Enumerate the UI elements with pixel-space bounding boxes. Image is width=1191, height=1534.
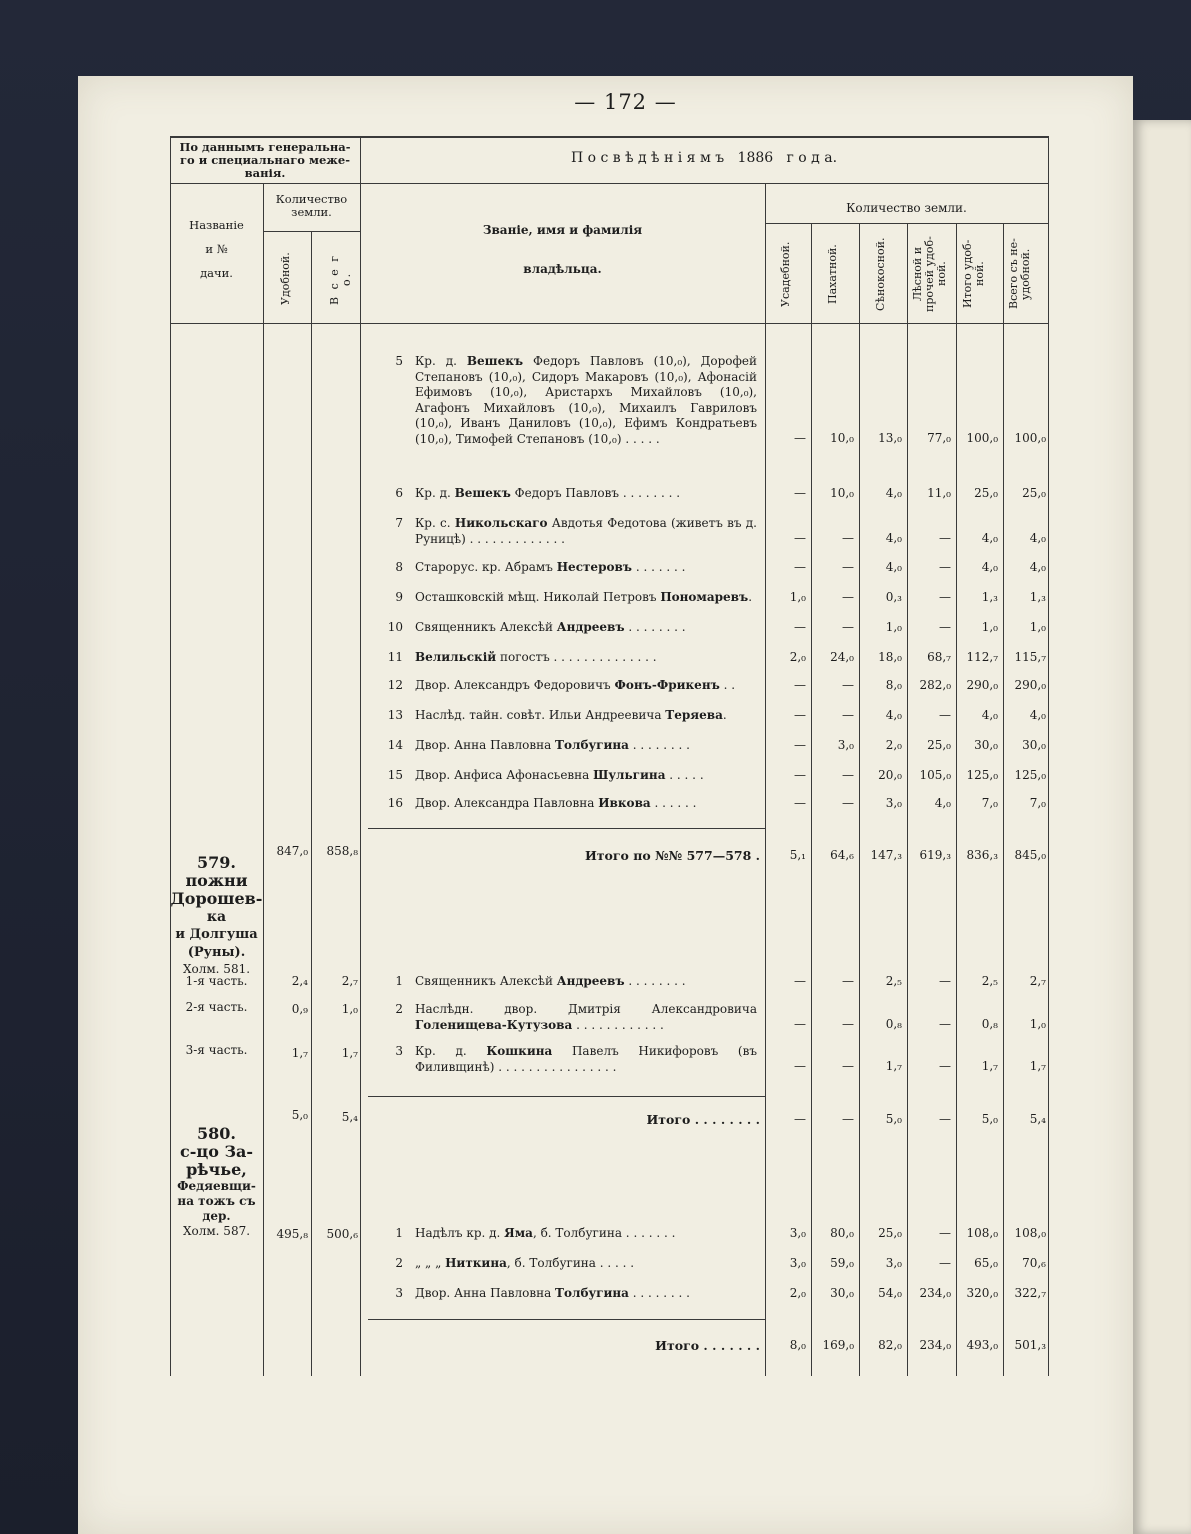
dacha-579-part-3-udob: 1,₇ bbox=[291, 1046, 308, 1060]
sec579-row-2-val-4: — bbox=[939, 1017, 951, 1031]
col-divider-udob bbox=[311, 231, 312, 1376]
sec579-row-2-val-5: 0,₈ bbox=[981, 1017, 998, 1031]
sec577-row-9-val-6: 1,₃ bbox=[1029, 590, 1046, 604]
dacha-579-part-1-udob: 2,₄ bbox=[291, 974, 308, 988]
sec577-row-12-val-6: 290,₀ bbox=[1014, 678, 1046, 692]
total1-udob: 847,₀ bbox=[276, 844, 308, 858]
sec580-row-1-val-1: 3,₀ bbox=[789, 1226, 806, 1240]
header-col-udob: Удобной. bbox=[279, 252, 292, 306]
sec580-row-2-val-1: 3,₀ bbox=[789, 1256, 806, 1270]
sec577-row-9-val-2: — bbox=[842, 590, 854, 604]
header-group-right: П о с в ѣ д ѣ н і я м ъ 1886 г о д а. bbox=[570, 150, 838, 166]
header-rule-right bbox=[360, 183, 1048, 184]
sec577-row-12-val-1: — bbox=[794, 678, 806, 692]
sec577-row-13-val-2: — bbox=[842, 708, 854, 722]
sec579-row-1-val-1: — bbox=[794, 974, 806, 988]
sec579-row-3-val-6: 1,₇ bbox=[1029, 1059, 1046, 1073]
sec577-row-number: 13 bbox=[387, 708, 403, 722]
header-col-usad: Усадебной. bbox=[779, 241, 792, 307]
sec577-row-8-val-1: — bbox=[794, 560, 806, 574]
total3-val-6: 501,₃ bbox=[1014, 1338, 1046, 1352]
sec577-owner-name: Осташковскій мѣщ. Николай Петровъ Пономаревъ. bbox=[415, 590, 753, 604]
sec579-row-1-val-3: 2,₅ bbox=[885, 974, 902, 988]
sec577-row-8-val-4: — bbox=[939, 560, 951, 574]
sec579-row-3-val-2: — bbox=[842, 1059, 854, 1073]
total1-val-3: 147,₃ bbox=[870, 848, 902, 862]
sec577-row-number: 7 bbox=[395, 516, 403, 530]
total3-val-3: 82,₀ bbox=[878, 1338, 902, 1352]
total2-val-6: 5,₄ bbox=[1029, 1112, 1046, 1126]
sec577-row-5-val-2: 10,₀ bbox=[830, 431, 854, 445]
sec579-row-number: 1 bbox=[395, 974, 403, 988]
sec577-row-12-val-3: 8,₀ bbox=[885, 678, 902, 692]
sec577-row-15-val-5: 125,₀ bbox=[966, 768, 998, 782]
sec577-row-13-val-6: 4,₀ bbox=[1029, 708, 1046, 722]
sec579-row-number: 2 bbox=[395, 1002, 403, 1016]
col-divider-name bbox=[263, 183, 264, 1376]
dacha-579-part-2-vsego: 1,₀ bbox=[341, 1002, 358, 1016]
sec579-row-2-val-2: — bbox=[842, 1017, 854, 1031]
total2-val-5: 5,₀ bbox=[981, 1112, 998, 1126]
sec580-row-3-val-5: 320,₀ bbox=[966, 1286, 998, 1300]
total2-rule bbox=[368, 1096, 765, 1097]
sec579-row-2-val-6: 1,₀ bbox=[1029, 1017, 1046, 1031]
sec579-row-3-val-3: 1,₇ bbox=[885, 1059, 902, 1073]
sec580-row-2-val-6: 70,₆ bbox=[1022, 1256, 1046, 1270]
sec577-row-7-val-4: — bbox=[939, 531, 951, 545]
sec577-owner-name: Двор. Александръ Федоровичъ Фонъ-Фрикенъ . . bbox=[415, 678, 736, 692]
sec577-row-15-val-2: — bbox=[842, 768, 854, 782]
sec577-row-7-val-1: — bbox=[794, 531, 806, 545]
sec580-row-1-val-2: 80,₀ bbox=[830, 1226, 854, 1240]
total2-udob: 5,₀ bbox=[291, 1108, 308, 1122]
total3-val-4: 234,₀ bbox=[919, 1338, 951, 1352]
sec577-row-number: 15 bbox=[387, 768, 403, 782]
dacha-579-holm: Холм. 581. bbox=[182, 962, 251, 976]
sec577-row-15-val-4: 105,₀ bbox=[919, 768, 951, 782]
sec580-owner-name: Двор. Анна Павловна Толбугина . . . . . . . . bbox=[415, 1286, 690, 1300]
total2-val-3: 5,₀ bbox=[885, 1112, 902, 1126]
sec577-row-13-val-3: 4,₀ bbox=[885, 708, 902, 722]
sec577-row-15-val-1: — bbox=[794, 768, 806, 782]
sec577-owner-name: Кр. д. Вешекъ Федоръ Павловъ . . . . . . . . bbox=[415, 486, 681, 500]
sec577-row-6-val-5: 25,₀ bbox=[974, 486, 998, 500]
sec577-row-9-val-1: 1,₀ bbox=[789, 590, 806, 604]
sec577-row-11-val-1: 2,₀ bbox=[789, 650, 806, 664]
dacha-579-line-1: пожни bbox=[185, 871, 248, 890]
sec577-row-13-val-4: — bbox=[939, 708, 951, 722]
sec580-row-2-val-5: 65,₀ bbox=[974, 1256, 998, 1270]
sec577-row-10-val-1: — bbox=[794, 620, 806, 634]
sec577-owner-name: Велильскій погостъ . . . . . . . . . . . . . . bbox=[415, 650, 657, 664]
header-col-les: Лѣсной и прочей удоб-ной. bbox=[911, 236, 948, 312]
sec577-row-14-val-1: — bbox=[794, 738, 806, 752]
sec577-row-14-val-2: 3,₀ bbox=[837, 738, 854, 752]
sec577-row-7-val-5: 4,₀ bbox=[981, 531, 998, 545]
sec579-owner-name: Кр. д. Кошкина Павелъ Никифоровъ (въ Филивщинѣ) . . . . . . . . . . . . . . . . bbox=[415, 1044, 757, 1074]
sec577-row-11-val-5: 112,₇ bbox=[966, 650, 998, 664]
sec577-row-6-val-3: 4,₀ bbox=[885, 486, 902, 500]
sec577-row-number: 6 bbox=[395, 486, 403, 500]
header-bottom-rule bbox=[170, 323, 1048, 324]
adjacent-page-edge bbox=[1133, 120, 1191, 1534]
sec580-row-3-val-4: 234,₀ bbox=[919, 1286, 951, 1300]
sec579-row-1-val-6: 2,₇ bbox=[1029, 974, 1046, 988]
total1-val-4: 619,₃ bbox=[919, 848, 951, 862]
sec577-owner-name: Двор. Анфиса Афонасьевна Шульгина . . . . . bbox=[415, 768, 704, 782]
sec577-row-5-val-3: 13,₀ bbox=[878, 431, 902, 445]
sec577-row-16-val-1: — bbox=[794, 796, 806, 810]
dacha-579-line-2: Дорошев- bbox=[170, 889, 263, 908]
sec577-row-number: 14 bbox=[387, 738, 403, 752]
sec577-row-number: 5 bbox=[395, 354, 403, 368]
header-group-left: По даннымъ генеральна- го и специальнаго меже- ванія. bbox=[179, 140, 351, 180]
dacha-580-line-5: дер. bbox=[202, 1209, 231, 1223]
sec577-row-10-val-3: 1,₀ bbox=[885, 620, 902, 634]
table-right-border bbox=[1048, 136, 1049, 1376]
total1-label: Итого по №№ 577—578 . bbox=[585, 848, 760, 863]
total3-val-2: 169,₀ bbox=[822, 1338, 854, 1352]
header-col-owner: Званіе, имя и фамилія владѣльца. bbox=[482, 223, 643, 276]
dacha-579-line-5: (Руны). bbox=[187, 945, 246, 960]
dacha-579-part-1-vsego: 2,₇ bbox=[341, 974, 358, 988]
sec580-row-3-val-3: 54,₀ bbox=[878, 1286, 902, 1300]
sec577-row-14-val-3: 2,₀ bbox=[885, 738, 902, 752]
dacha-579-title bbox=[170, 854, 263, 977]
sec577-row-15-val-3: 20,₀ bbox=[878, 768, 902, 782]
dacha-580-holm: Холм. 587. bbox=[182, 1224, 251, 1238]
sec577-row-12-val-5: 290,₀ bbox=[966, 678, 998, 692]
sec577-row-number: 16 bbox=[387, 796, 403, 810]
sec577-row-15-val-6: 125,₀ bbox=[1014, 768, 1046, 782]
sec577-row-9-val-5: 1,₃ bbox=[981, 590, 998, 604]
sec577-row-8-val-6: 4,₀ bbox=[1029, 560, 1046, 574]
sec577-row-number: 10 bbox=[387, 620, 403, 634]
total1-rule bbox=[368, 828, 765, 829]
dacha-579-line-3: ка bbox=[206, 909, 227, 925]
header-rule-left bbox=[170, 183, 360, 184]
header-col-seno: Сѣнокосной. bbox=[874, 237, 887, 311]
sec579-row-2-val-1: — bbox=[794, 1017, 806, 1031]
sec580-row-3-val-1: 2,₀ bbox=[789, 1286, 806, 1300]
sec579-row-3-val-4: — bbox=[939, 1059, 951, 1073]
dacha-580-title bbox=[170, 1125, 263, 1239]
sec577-row-number: 9 bbox=[395, 590, 403, 604]
total3-val-1: 8,₀ bbox=[789, 1338, 806, 1352]
total1-val-5: 836,₃ bbox=[966, 848, 998, 862]
sec579-row-2-val-3: 0,₈ bbox=[885, 1017, 902, 1031]
sec577-row-8-val-5: 4,₀ bbox=[981, 560, 998, 574]
sec579-row-3-val-1: — bbox=[794, 1059, 806, 1073]
total3-label: Итого . . . . . . . bbox=[655, 1338, 760, 1353]
sec577-row-8-val-3: 4,₀ bbox=[885, 560, 902, 574]
sec577-owner-name: Двор. Анна Павловна Толбугина . . . . . . . . bbox=[415, 738, 690, 752]
header-col-pakh: Пахатной. bbox=[826, 244, 839, 304]
dacha-580-udob: 495,₈ bbox=[276, 1227, 308, 1241]
sec577-row-11-val-3: 18,₀ bbox=[878, 650, 902, 664]
total3-rule bbox=[368, 1319, 765, 1320]
document-page bbox=[78, 76, 1133, 1534]
sec577-row-10-val-5: 1,₀ bbox=[981, 620, 998, 634]
sec577-row-number: 8 bbox=[395, 560, 403, 574]
sec580-row-1-val-6: 108,₀ bbox=[1014, 1226, 1046, 1240]
sec579-row-1-val-2: — bbox=[842, 974, 854, 988]
sec579-row-1-val-5: 2,₅ bbox=[981, 974, 998, 988]
sec577-row-6-val-1: — bbox=[794, 486, 806, 500]
total2-label: Итого . . . . . . . . bbox=[646, 1112, 760, 1127]
page-number: — 172 — bbox=[574, 90, 677, 114]
total2-val-2: — bbox=[842, 1112, 854, 1126]
dacha-579-line-4: и Долгуша bbox=[175, 927, 258, 942]
sec577-owner-name: Кр. с. Никольскаго Авдотья Федотова (живетъ въ д. Руницѣ) . . . . . . . . . . . . . bbox=[415, 516, 758, 546]
sec577-row-16-val-2: — bbox=[842, 796, 854, 810]
sec577-row-13-val-5: 4,₀ bbox=[981, 708, 998, 722]
sec577-row-7-val-6: 4,₀ bbox=[1029, 531, 1046, 545]
sec580-row-number: 3 bbox=[395, 1286, 403, 1300]
sec577-row-5-val-1: — bbox=[794, 431, 806, 445]
sec577-row-5-val-4: 77,₀ bbox=[927, 431, 951, 445]
sec577-row-13-val-1: — bbox=[794, 708, 806, 722]
col-divider-vsego bbox=[360, 136, 361, 1376]
sec577-row-16-val-6: 7,₀ bbox=[1029, 796, 1046, 810]
sec580-row-2-val-4: — bbox=[939, 1256, 951, 1270]
sec577-row-5-val-5: 100,₀ bbox=[966, 431, 998, 445]
total1-vsego: 858,₈ bbox=[326, 844, 358, 858]
sec577-row-7-val-2: — bbox=[842, 531, 854, 545]
sec580-row-1-val-3: 25,₀ bbox=[878, 1226, 902, 1240]
dacha-580-vsego: 500,₆ bbox=[326, 1227, 358, 1241]
dacha-580-line-2: рѣчье, bbox=[186, 1160, 247, 1179]
sec577-row-7-val-3: 4,₀ bbox=[885, 531, 902, 545]
sec577-row-11-val-4: 68,₇ bbox=[927, 650, 951, 664]
sec577-owner-name: Двор. Александра Павловна Ивкова . . . . . . bbox=[415, 796, 697, 810]
dacha-579-part-3-vsego: 1,₇ bbox=[341, 1046, 358, 1060]
sec579-row-number: 3 bbox=[395, 1044, 403, 1058]
sec577-row-12-val-4: 282,₀ bbox=[919, 678, 951, 692]
dacha-579-part-3: 3-я часть. bbox=[185, 1043, 248, 1057]
sec577-row-14-val-6: 30,₀ bbox=[1022, 738, 1046, 752]
sec580-row-number: 1 bbox=[395, 1226, 403, 1240]
sec579-row-3-val-5: 1,₇ bbox=[981, 1059, 998, 1073]
sec577-row-14-val-5: 30,₀ bbox=[974, 738, 998, 752]
sec577-row-6-val-4: 11,₀ bbox=[927, 486, 951, 500]
total2-val-4: — bbox=[939, 1112, 951, 1126]
sec577-row-11-val-2: 24,₀ bbox=[830, 650, 854, 664]
total1-val-1: 5,₁ bbox=[789, 848, 806, 862]
total1-val-2: 64,₆ bbox=[830, 848, 854, 862]
sec580-row-number: 2 bbox=[395, 1256, 403, 1270]
sec580-row-2-val-3: 3,₀ bbox=[885, 1256, 902, 1270]
sec577-row-8-val-2: — bbox=[842, 560, 854, 574]
dacha-579-number: 579. bbox=[197, 853, 236, 872]
dacha-580-line-3: Федяевщи- bbox=[177, 1179, 256, 1193]
sec577-row-16-val-5: 7,₀ bbox=[981, 796, 998, 810]
sec577-owner-name: Наслѣд. тайн. совѣт. Ильи Андреевича Теряева. bbox=[415, 708, 727, 722]
sec577-row-14-val-4: 25,₀ bbox=[927, 738, 951, 752]
sec577-row-12-val-2: — bbox=[842, 678, 854, 692]
total2-vsego: 5,₄ bbox=[341, 1110, 358, 1124]
sec580-owner-name: „ „ „ Ниткина, б. Толбугина . . . . . bbox=[415, 1256, 635, 1270]
total2-val-1: — bbox=[794, 1112, 806, 1126]
sec577-row-number: 11 bbox=[387, 650, 403, 664]
sec577-row-16-val-4: 4,₀ bbox=[934, 796, 951, 810]
sec579-row-1-val-4: — bbox=[939, 974, 951, 988]
sec577-row-9-val-4: — bbox=[939, 590, 951, 604]
dacha-580-number: 580. bbox=[197, 1124, 236, 1143]
sec577-owner-name: Священникъ Алексѣй Андреевъ . . . . . . . . bbox=[415, 620, 686, 634]
dacha-579-part-2-udob: 0,₉ bbox=[291, 1002, 308, 1016]
dacha-579-part-2: 2-я часть. bbox=[185, 1000, 248, 1014]
sec580-row-2-val-2: 59,₀ bbox=[830, 1256, 854, 1270]
total1-val-6: 845,₀ bbox=[1014, 848, 1046, 862]
sec577-row-6-val-6: 25,₀ bbox=[1022, 486, 1046, 500]
sec577-row-9-val-3: 0,₃ bbox=[885, 590, 902, 604]
table-top-rule bbox=[170, 136, 1048, 138]
sec580-row-1-val-4: — bbox=[939, 1226, 951, 1240]
sec579-owner-name: Священникъ Алексѣй Андреевъ . . . . . . . . bbox=[415, 974, 686, 988]
dacha-580-line-1: с-цо За- bbox=[180, 1142, 253, 1161]
dacha-580-line-4: на тожъ съ bbox=[177, 1194, 256, 1208]
header-col-vsego-neudob: Всего съ не-удобной. bbox=[1007, 238, 1032, 310]
header-col-name: Названіе и № дачи. bbox=[189, 218, 244, 280]
sec577-owner-name: Старорус. кр. Абрамъ Нестеровъ . . . . . . . bbox=[415, 560, 686, 574]
sec580-owner-name: Надѣлъ кр. д. Яма, б. Толбугина . . . . . . . bbox=[415, 1226, 676, 1240]
header-col-vsego: В с е г о. bbox=[328, 253, 353, 305]
sec577-row-5-val-6: 100,₀ bbox=[1014, 431, 1046, 445]
header-col-qty: Количество земли. bbox=[275, 192, 348, 219]
sec577-row-10-val-2: — bbox=[842, 620, 854, 634]
sec577-row-11-val-6: 115,₇ bbox=[1014, 650, 1046, 664]
sec580-row-3-val-6: 322,₇ bbox=[1014, 1286, 1046, 1300]
header-col-qty-land: Количество земли. bbox=[846, 201, 967, 215]
sec577-row-16-val-3: 3,₀ bbox=[885, 796, 902, 810]
sec577-row-10-val-4: — bbox=[939, 620, 951, 634]
sec580-row-1-val-5: 108,₀ bbox=[966, 1226, 998, 1240]
total3-val-5: 493,₀ bbox=[966, 1338, 998, 1352]
sec577-row-number: 12 bbox=[387, 678, 403, 692]
sec577-owner-name: Кр. д. Вешекъ Федоръ Павловъ (10,₀), Дорофей Степановъ (10,₀), Сидоръ Макаровъ (10,₀), Афонасій Ефимовъ (10,₀), Аристархъ Михайловъ (10,₀), Агафонъ Михайловъ (10,₀), Михаилъ Гавриловъ (10,₀), Иванъ Даниловъ (10,₀), Ефимъ Кондратьевъ (10,₀), Тимофей Степановъ (10,₀) . . . . . bbox=[415, 354, 757, 446]
dacha-579-part-1: 1-я часть. bbox=[185, 974, 248, 988]
sec577-row-10-val-6: 1,₀ bbox=[1029, 620, 1046, 634]
header-col-itogo-udob: Итого удоб-ной. bbox=[961, 239, 986, 309]
sec577-row-6-val-2: 10,₀ bbox=[830, 486, 854, 500]
sec579-owner-name: Наслѣдн. двор. Дмитрія Александровича Голенищева-Кутузова . . . . . . . . . . . . bbox=[415, 1002, 757, 1032]
sec580-row-3-val-2: 30,₀ bbox=[830, 1286, 854, 1300]
